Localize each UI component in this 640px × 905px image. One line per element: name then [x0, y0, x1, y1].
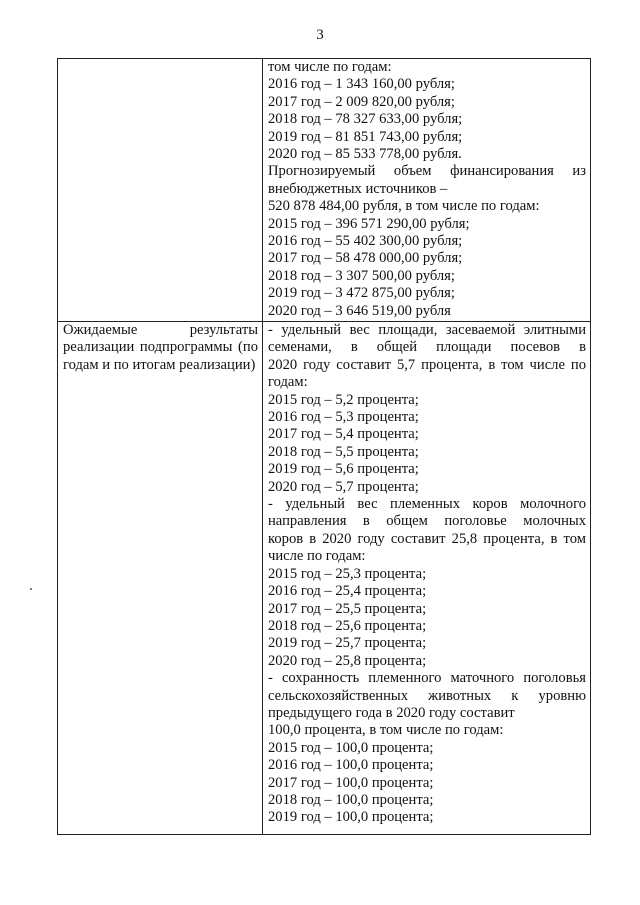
text-line: 2015 год – 396 571 290,00 рубля; — [268, 215, 470, 232]
text-line: 100,0 процента, в том числе по годам: — [268, 722, 504, 739]
text-line: внебюджетных источников – — [268, 180, 448, 197]
text-line: - удельный вес площади, засеваемой элитными — [268, 322, 586, 338]
text-line: 2016 год – 100,0 процента; — [268, 757, 434, 774]
text-line: - сохранность племенного маточного поголовья — [268, 670, 586, 687]
text-line: Прогнозируемый объем финансирования из — [268, 163, 586, 180]
page-number: 3 — [316, 27, 324, 43]
text-line: 2020 год – 3 646 519,00 рубля — [268, 302, 451, 319]
text-line: - удельный вес племенных коров молочного — [268, 496, 586, 513]
text-line: коров в 2020 году составит 25,8 процента, в том — [268, 530, 586, 547]
text-line: 2019 год – 3 472 875,00 рубля; — [268, 285, 455, 302]
text-line: 2016 год – 55 402 300,00 рубля; — [268, 233, 463, 250]
text-line: 2017 год – 58 478 000,00 рубля; — [268, 250, 463, 267]
text-line: 2016 год – 25,4 процента; — [268, 583, 427, 600]
text-line: числе по годам: — [268, 548, 366, 565]
scan-speck — [30, 588, 32, 590]
text-line: 2017 год – 2 009 820,00 рубля; — [268, 93, 455, 110]
text-line: том числе по годам: — [268, 59, 392, 75]
text-line: семенами, в общей площади посевов в — [268, 339, 586, 356]
text-line: 520 878 484,00 рубля, в том числе по годам: — [268, 198, 540, 215]
text-line: 2016 год – 1 343 160,00 рубля; — [268, 76, 455, 93]
table-row-expected-results — [58, 322, 591, 835]
table-row-financing — [58, 59, 591, 322]
text-line: 2018 год – 5,5 процента; — [268, 443, 419, 460]
text-line: направления в общем поголовье молочных — [268, 513, 586, 530]
text-line: 2019 год – 5,6 процента; — [268, 461, 419, 478]
text-line: сельскохозяйственных животных к уровню — [268, 687, 586, 704]
text-line: 2020 год – 25,8 процента; — [268, 652, 427, 669]
text-line: 2015 год – 5,2 процента; — [268, 391, 419, 408]
text-line: 2015 год – 100,0 процента; — [268, 739, 434, 756]
text-line: 2020 год – 85 533 778,00 рубля. — [268, 146, 462, 163]
text-line: 2018 год – 25,6 процента; — [268, 617, 427, 634]
text-line: 2018 год – 100,0 процента; — [268, 791, 434, 808]
text-line: 2017 год – 5,4 процента; — [268, 426, 419, 443]
row2-right-cell — [263, 322, 591, 835]
text-line: 2018 год – 78 327 633,00 рубля; — [268, 111, 463, 128]
text-line: 2019 год – 25,7 процента; — [268, 635, 427, 652]
text-line: 2020 год – 5,7 процента; — [268, 478, 419, 495]
text-line: предыдущего года в 2020 году составит — [268, 704, 515, 721]
text-line: 2015 год – 25,3 процента; — [268, 565, 427, 582]
text-line: 2020 году составит 5,7 процента, в том числе по — [268, 356, 586, 373]
text-line: 2019 год – 100,0 процента; — [268, 809, 434, 826]
passport-table — [57, 58, 591, 835]
text-line: 2018 год – 3 307 500,00 рубля; — [268, 267, 455, 284]
row2-left-cell: Ожидаемые результаты реализации подпрограммы (по годам и по итогам реализации) — [58, 322, 263, 835]
text-line: 2017 год – 25,5 процента; — [268, 600, 427, 617]
row1-right-cell — [263, 59, 591, 322]
text-line: 2017 год – 100,0 процента; — [268, 774, 434, 791]
text-line: 2019 год – 81 851 743,00 рубля; — [268, 128, 463, 145]
text-line: 2016 год – 5,3 процента; — [268, 409, 419, 426]
text-line: годам: — [268, 374, 308, 391]
row1-left-cell — [58, 59, 263, 322]
